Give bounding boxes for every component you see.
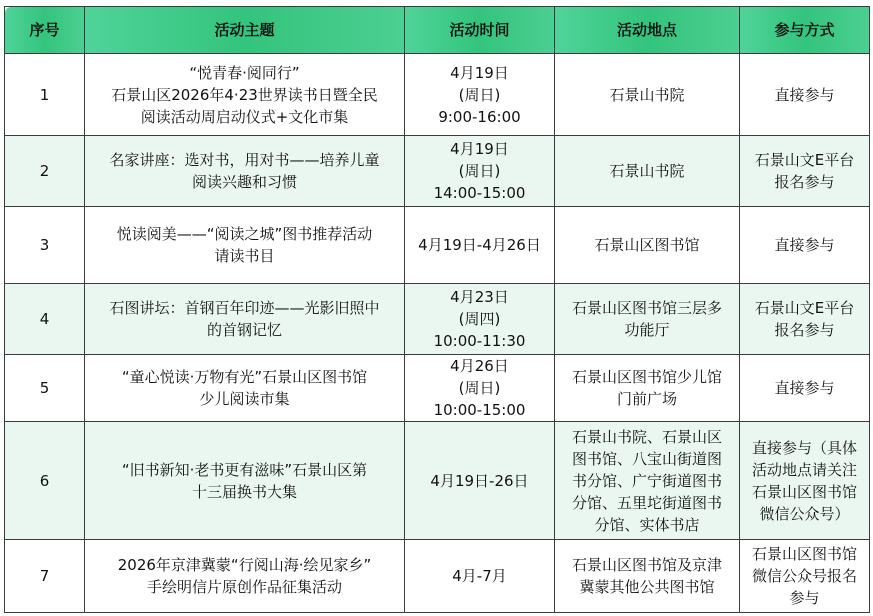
cell-method-line: 微信公众号）: [759, 504, 850, 523]
table-row: [5, 355, 870, 422]
header-time: 活动时间: [405, 7, 555, 54]
cell-place-line: 石景山区图书馆及京津: [571, 556, 722, 574]
cell-method-line: 石景山文E平台: [754, 151, 855, 169]
cell-method-line: 参与: [789, 589, 820, 607]
cell-time-line: 9:00-16:00: [438, 107, 521, 126]
cell-theme: [85, 136, 405, 207]
cell-method-line: 报名参与: [774, 173, 835, 191]
cell-theme: [85, 540, 405, 613]
cell-theme-line: 名家讲座：选对书，用对书——培养儿童: [109, 151, 380, 169]
cell-theme-line: 阅读兴趣和习惯: [191, 173, 297, 191]
cell-place: [555, 422, 740, 540]
cell-place-line: 分馆、实体书店: [594, 515, 700, 534]
cell-theme-line: 悦读阅美——“阅读之城”图书推荐活动: [116, 225, 373, 243]
header-place: 活动地点: [555, 7, 740, 54]
cell-place-line: 石景山书院、石景山区: [571, 427, 722, 446]
cell-theme-line: 阅读活动周启动仪式+文化市集: [140, 107, 349, 126]
table-row: [5, 284, 870, 355]
cell-number: [5, 207, 85, 284]
cell-method-line: 石景山文E平台: [754, 299, 855, 317]
cell-place: [555, 54, 740, 136]
cell-method-line: 活动地点请关注: [751, 460, 857, 479]
cell-place-line: 门前广场: [616, 390, 677, 408]
cell-number-line: 7: [39, 567, 50, 585]
cell-theme-line: 手绘明信片原创作品征集活动: [146, 578, 342, 596]
cell-method-line: 微信公众号报名: [751, 567, 857, 585]
cell-method-line: 石景山区图书馆: [751, 545, 857, 563]
cell-place-line: 功能厅: [624, 321, 670, 339]
table-row: [5, 207, 870, 284]
cell-place-line: 分馆、五里坨街道图书: [571, 493, 722, 512]
cell-time-line: 4月26日: [450, 357, 509, 375]
cell-number-line: 6: [39, 471, 50, 490]
activity-table-container: [4, 6, 869, 613]
cell-time-line: (周日): [458, 85, 501, 104]
header-theme: 活动主题: [85, 7, 405, 54]
cell-time-line: (周四): [458, 310, 501, 328]
cell-theme-line: “旧书新知·老书更有滋味”石景山区第: [121, 460, 368, 479]
header-number: 序号: [5, 7, 85, 54]
cell-method: [740, 207, 870, 284]
cell-time-line: 10:00-15:00: [433, 401, 526, 419]
cell-method: [740, 136, 870, 207]
cell-time: [405, 136, 555, 207]
cell-method: [740, 355, 870, 422]
cell-theme: [85, 207, 405, 284]
cell-theme-line: 十三届换书大集: [191, 482, 297, 501]
cell-number: [5, 54, 85, 136]
cell-time-line: 10:00-11:30: [433, 332, 526, 350]
cell-place-line: 图书馆、八宝山街道图: [571, 449, 722, 468]
cell-method-line: 报名参与: [774, 321, 835, 339]
cell-number-line: 4: [39, 310, 50, 328]
cell-method-line: 直接参与: [774, 379, 835, 397]
cell-place: [555, 284, 740, 355]
cell-theme: [85, 422, 405, 540]
cell-time-line: 14:00-15:00: [433, 184, 526, 202]
cell-time-line: 4月23日: [450, 288, 509, 306]
cell-theme-line: 石图讲坛：首钢百年印迹——光影旧照中: [109, 299, 380, 317]
cell-place: [555, 540, 740, 613]
cell-time: [405, 54, 555, 136]
cell-theme-line: “悦青春·阅同行”: [189, 63, 300, 82]
cell-method-line: 直接参与: [774, 85, 835, 104]
cell-time-line: 4月19日-4月26日: [418, 236, 541, 254]
cell-time: [405, 540, 555, 613]
cell-method: [740, 284, 870, 355]
cell-time-line: 4月-7月: [452, 567, 507, 585]
cell-place: [555, 207, 740, 284]
cell-time-line: (周日): [458, 162, 501, 180]
table-row: [5, 136, 870, 207]
cell-time: [405, 355, 555, 422]
cell-place-line: 书分馆、广宁街道图书: [571, 471, 722, 490]
cell-place-line: 石景山书院: [609, 162, 685, 180]
cell-number-line: 1: [39, 85, 50, 104]
cell-time-line: 4月19日-26日: [430, 471, 529, 490]
cell-method: [740, 54, 870, 136]
cell-place-line: 石景山书院: [609, 85, 685, 104]
cell-theme-line: 2026年京津冀蒙“行阅山海·绘见家乡”: [117, 556, 372, 574]
cell-number-line: 2: [39, 162, 50, 180]
cell-method-line: 石景山区图书馆: [751, 482, 857, 501]
cell-place: [555, 355, 740, 422]
cell-theme: [85, 355, 405, 422]
cell-method: [740, 422, 870, 540]
cell-theme-line: 请读书目: [214, 247, 275, 265]
cell-place-line: 石景山区图书馆: [594, 236, 700, 254]
cell-number-line: 3: [39, 236, 50, 254]
cell-number: [5, 540, 85, 613]
cell-theme-line: “童心悦读·万物有光”石景山区图书馆: [121, 368, 368, 386]
cell-number-line: 5: [39, 379, 50, 397]
cell-time: [405, 207, 555, 284]
cell-place: [555, 136, 740, 207]
cell-place-line: 石景山区图书馆三层多: [571, 299, 722, 317]
cell-theme-line: 石景山区2026年4·23世界读书日暨全民: [111, 85, 378, 104]
cell-theme: [85, 284, 405, 355]
cell-number: [5, 284, 85, 355]
cell-theme-line: 少儿阅读市集: [199, 390, 290, 408]
cell-method-line: 直接参与（具体: [751, 438, 857, 457]
cell-theme-line: 的首钢记忆: [206, 321, 282, 339]
cell-number: [5, 355, 85, 422]
cell-number: [5, 136, 85, 207]
table-row: [5, 54, 870, 136]
cell-place-line: 石景山区图书馆少儿馆: [571, 368, 722, 386]
header-method: 参与方式: [740, 7, 870, 54]
cell-theme: [85, 54, 405, 136]
cell-method-line: 直接参与: [774, 236, 835, 254]
cell-place-line: 冀蒙其他公共图书馆: [579, 578, 715, 596]
cell-time-line: 4月19日: [450, 140, 509, 158]
cell-method: [740, 540, 870, 613]
table-body: [5, 54, 870, 613]
cell-time: [405, 284, 555, 355]
table-header-row: [5, 7, 870, 54]
cell-time-line: (周日): [458, 379, 501, 397]
activity-table: [4, 6, 870, 613]
cell-number: [5, 422, 85, 540]
table-row: [5, 422, 870, 540]
cell-time: [405, 422, 555, 540]
cell-time-line: 4月19日: [450, 63, 509, 82]
table-row: [5, 540, 870, 613]
